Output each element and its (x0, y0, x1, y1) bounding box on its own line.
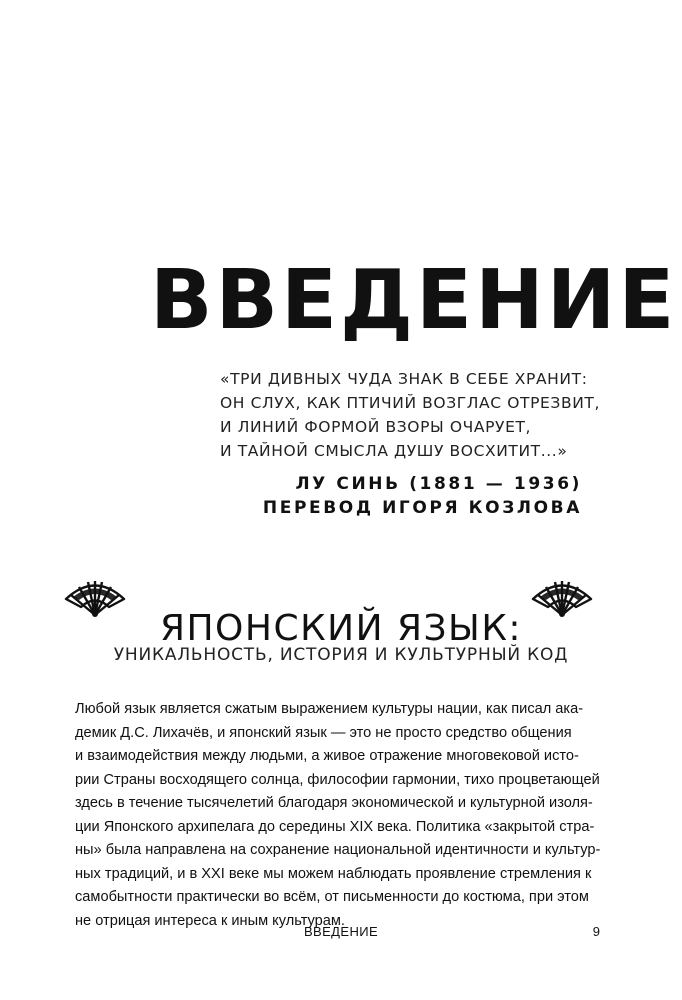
running-title: ВВЕДЕНИЕ (303, 924, 379, 939)
body-line: ции Японского архипелага до середины XIX века. Политика «закрытой стра- (75, 818, 595, 835)
body-line: и взаимодействия между людьми, а живое отражение многовековой исто- (75, 748, 579, 764)
body-line: Любой язык является сжатым выражением культуры нации, как писал ака- (75, 701, 584, 717)
body-line: демик Д.С. Лихачёв, и японский язык — это не просто средство общения (75, 724, 572, 741)
section-subtitle: УНИКАЛЬНОСТЬ, ИСТОРИЯ И КУЛЬТУРНЫЙ КОД (113, 645, 569, 665)
epigraph-author: ЛУ СИНЬ (1881 — 1936) (295, 474, 582, 494)
epigraph-translator: ПЕРЕВОД ИГОРЯ КОЗЛОВА (262, 498, 582, 518)
body-line: рии Страны восходящего солнца, философии гармонии, тихо процветающей (75, 771, 600, 788)
section-title: ЯПОНСКИЙ ЯЗЫК: (159, 607, 523, 649)
epigraph-line: ОН СЛУХ, КАК ПТИЧИЙ ВОЗГЛАС ОТРЕЗВИТ, (220, 394, 600, 412)
epigraph-line: И ЛИНИЙ ФОРМОЙ ВЗОРЫ ОЧАРУЕТ, (220, 418, 532, 436)
body-line: ных традиций, и в XXI веке мы можем наблюдать проявление стремления к (75, 865, 592, 882)
body-line: не отрицая интереса к иным культурам. (75, 912, 345, 929)
body-line: самобытности практически во всём, от письменности до костюма, при этом (75, 889, 589, 905)
chapter-title: ВВЕДЕНИЕ (150, 252, 678, 348)
body-line: здесь в течение тысячелетий благодаря экономической и культурной изоля- (75, 795, 593, 811)
epigraph-attribution (263, 472, 582, 520)
folding-fan-icon (63, 576, 127, 618)
epigraph-line: И ТАЙНОЙ СМЫСЛА ДУШУ ВОСХИТИТ...» (220, 442, 568, 460)
body-line: ны» была направлена на сохранение национальной идентичности и культур- (75, 842, 601, 858)
epigraph-line: «ТРИ ДИВНЫХ ЧУДА ЗНАК В СЕБЕ ХРАНИТ: (220, 370, 588, 388)
body-paragraph (75, 698, 601, 933)
folding-fan-icon (530, 576, 594, 618)
epigraph (220, 367, 600, 463)
page-number: 9 (592, 924, 600, 939)
